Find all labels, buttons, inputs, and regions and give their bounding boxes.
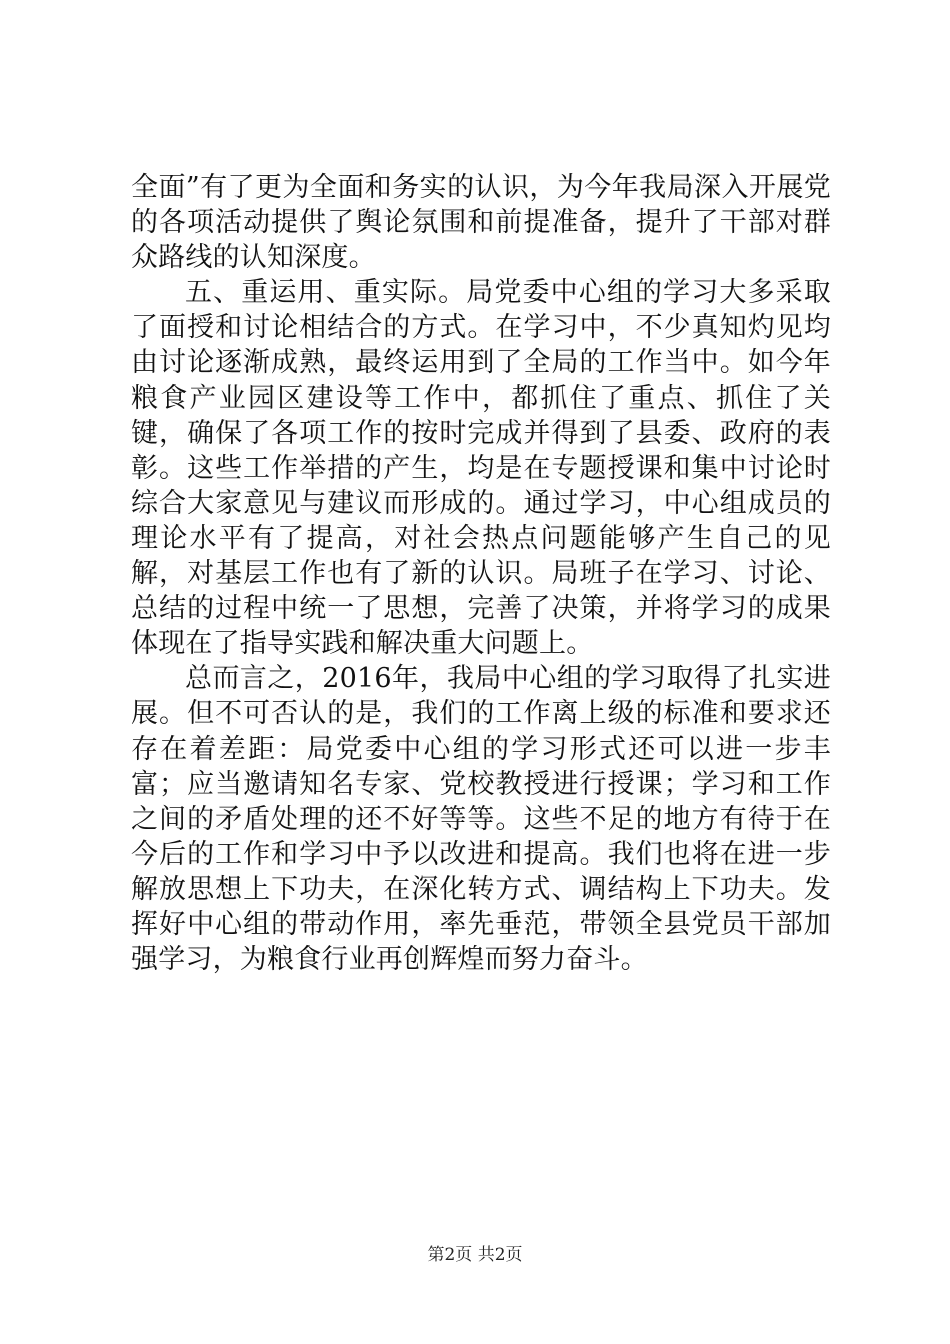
document-body — [131, 170, 831, 977]
paragraph-continuation: 全面”有了更为全面和务实的认识，为今年我局深入开展党的各项活动提供了舆论氛围和前提准备，提升了干部对群众路线的认知深度。 — [131, 172, 831, 274]
page-footer: 第2页 共2页 — [427, 1245, 523, 1265]
paragraph-conclusion: 总而言之，2016年，我局中心组的学习取得了扎实进展。但不可否认的是，我们的工作离上级的标准和要求还存在着差距：局党委中心组的学习形式还可以进一步丰富；应当邀请知名专家、党校教授进行授课；学习和工作之间的矛盾处理的还不好等等。这些不足的地方有待于在今后的工作和学习中予以改进和提高。我们也将在进一步解放思想上下功夫，在深化转方式、调结构上下功夫。发挥好中心组的带动作用，率先垂范，带领全县党员干部加强学习，为粮食行业再创辉煌而努力奋斗。 — [131, 663, 831, 976]
paragraph-section-five: 五、重运用、重实际。局党委中心组的学习大多采取了面授和讨论相结合的方式。在学习中，不少真知灼见均由讨论逐渐成熟，最终运用到了全局的工作当中。如今年粮食产业园区建设等工作中，都抓住了重点、抓住了关键，确保了各项工作的按时完成并得到了县委、政府的表彰。这些工作举措的产生，均是在专题授课和集中讨论时综合大家意见与建议而形成的。通过学习，中心组成员的理论水平有了提高，对社会热点问题能够产生自己的见解，对基层工作也有了新的认识。局班子在学习、讨论、总结的过程中统一了思想，完善了决策，并将学习的成果体现在了指导实践和解决重大问题上。 — [131, 277, 831, 660]
